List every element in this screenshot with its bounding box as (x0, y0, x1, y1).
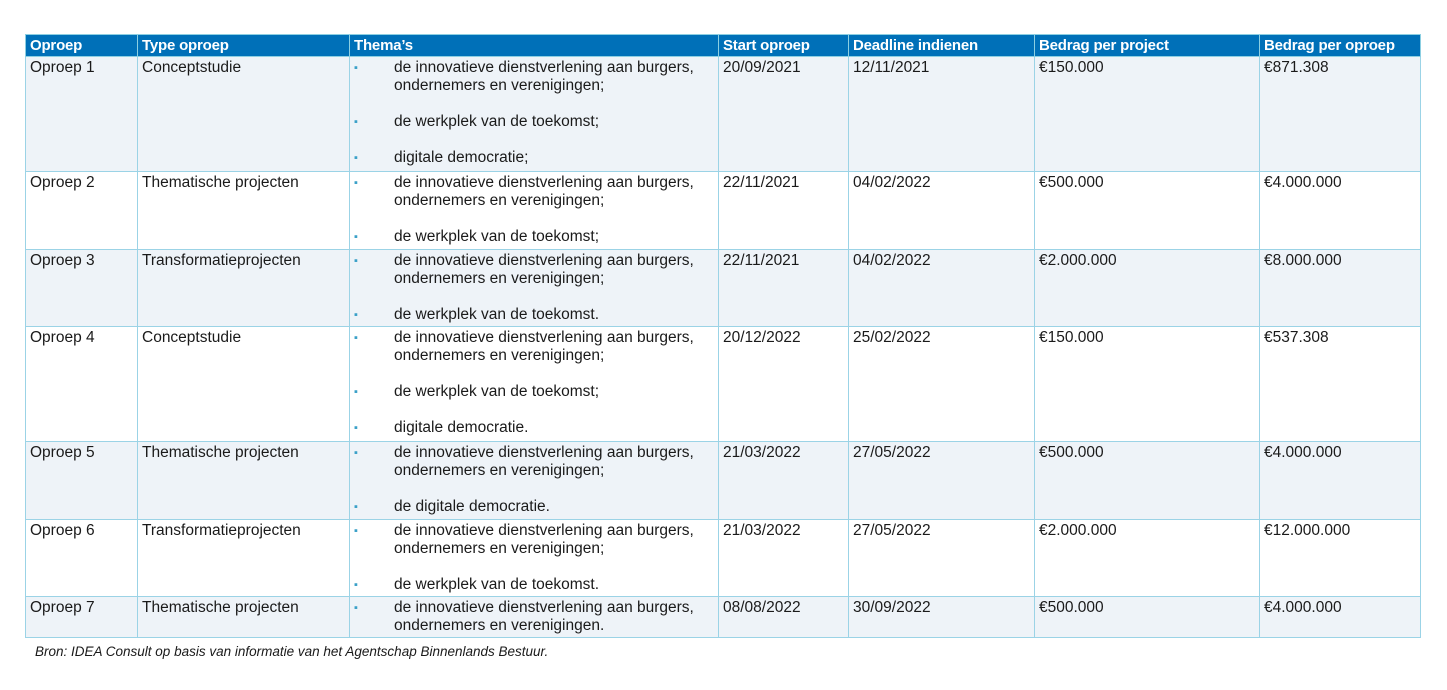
cell-call: Oproep 4 (26, 327, 138, 442)
cell-amount-per-project: €150.000 (1035, 57, 1260, 172)
cell-deadline: 04/02/2022 (849, 250, 1035, 327)
theme-text: de innovatieve dienstverlening aan burgers, ondernemers en verenigingen; (394, 174, 694, 209)
cell-type: Thematische projecten (138, 597, 350, 638)
bullet-icon: ▪ (354, 152, 358, 164)
cell-amount-per-project: €150.000 (1035, 327, 1260, 442)
theme-item (350, 444, 714, 480)
cell-amount-per-project: €500.000 (1035, 442, 1260, 520)
theme-item (350, 498, 714, 516)
themes-list (350, 522, 714, 594)
theme-item (350, 59, 714, 95)
theme-spacer (350, 401, 714, 419)
theme-text: digitale democratie; (394, 149, 529, 166)
theme-text: de innovatieve dienstverlening aan burgers, ondernemers en verenigingen; (394, 522, 694, 557)
cell-amount-per-project: €2.000.000 (1035, 250, 1260, 327)
cell-amount-per-call: €4.000.000 (1260, 172, 1421, 250)
calls-table (25, 34, 1421, 638)
themes-list (350, 444, 714, 516)
cell-start: 08/08/2022 (719, 597, 849, 638)
cell-amount-per-project: €500.000 (1035, 597, 1260, 638)
theme-text: de innovatieve dienstverlening aan burgers, ondernemers en verenigingen. (394, 599, 694, 634)
theme-item (350, 576, 714, 594)
bullet-icon: ▪ (354, 422, 358, 434)
cell-amount-per-call: €4.000.000 (1260, 442, 1421, 520)
cell-deadline: 30/09/2022 (849, 597, 1035, 638)
theme-item (350, 149, 714, 167)
bullet-icon: ▪ (354, 332, 358, 344)
cell-themes (350, 57, 719, 172)
cell-start: 22/11/2021 (719, 250, 849, 327)
theme-item (350, 252, 714, 288)
cell-call: Oproep 3 (26, 250, 138, 327)
cell-amount-per-call: €537.308 (1260, 327, 1421, 442)
bullet-icon: ▪ (354, 447, 358, 459)
cell-type: Transformatieprojecten (138, 520, 350, 597)
table-row (26, 57, 1421, 172)
cell-themes (350, 520, 719, 597)
cell-type: Transformatieprojecten (138, 250, 350, 327)
theme-item (350, 113, 714, 131)
table-row (26, 327, 1421, 442)
cell-themes (350, 327, 719, 442)
table-row (26, 597, 1421, 638)
bullet-icon: ▪ (354, 231, 358, 243)
cell-start: 21/03/2022 (719, 520, 849, 597)
bullet-icon: ▪ (354, 255, 358, 267)
table-row (26, 250, 1421, 327)
theme-item (350, 306, 714, 324)
theme-spacer (350, 288, 714, 306)
theme-item (350, 329, 714, 365)
theme-item (350, 174, 714, 210)
cell-call: Oproep 6 (26, 520, 138, 597)
cell-start: 21/03/2022 (719, 442, 849, 520)
bullet-icon: ▪ (354, 579, 358, 591)
cell-start: 22/11/2021 (719, 172, 849, 250)
table-body (26, 57, 1421, 638)
header-amount-per-call: Bedrag per oproep (1260, 35, 1421, 57)
header-deadline: Deadline indienen (849, 35, 1035, 57)
theme-text: de innovatieve dienstverlening aan burgers, ondernemers en verenigingen; (394, 329, 694, 364)
themes-list (350, 174, 714, 246)
cell-deadline: 27/05/2022 (849, 442, 1035, 520)
bullet-icon: ▪ (354, 309, 358, 321)
theme-text: de werkplek van de toekomst; (394, 113, 600, 130)
theme-spacer (350, 95, 714, 113)
cell-amount-per-call: €4.000.000 (1260, 597, 1421, 638)
cell-start: 20/12/2022 (719, 327, 849, 442)
bullet-icon: ▪ (354, 602, 358, 614)
cell-amount-per-call: €12.000.000 (1260, 520, 1421, 597)
themes-list (350, 59, 714, 167)
cell-amount-per-project: €2.000.000 (1035, 520, 1260, 597)
cell-amount-per-call: €871.308 (1260, 57, 1421, 172)
cell-deadline: 25/02/2022 (849, 327, 1035, 442)
theme-text: de innovatieve dienstverlening aan burgers, ondernemers en verenigingen; (394, 444, 694, 479)
theme-spacer (350, 210, 714, 228)
theme-spacer (350, 131, 714, 149)
table-row (26, 520, 1421, 597)
cell-call: Oproep 1 (26, 57, 138, 172)
bullet-icon: ▪ (354, 525, 358, 537)
theme-text: de werkplek van de toekomst. (394, 576, 600, 593)
table-header-row (26, 35, 1421, 57)
bullet-icon: ▪ (354, 501, 358, 513)
table-row (26, 172, 1421, 250)
theme-spacer (350, 480, 714, 498)
cell-amount-per-project: €500.000 (1035, 172, 1260, 250)
theme-text: de werkplek van de toekomst; (394, 228, 600, 245)
cell-call: Oproep 7 (26, 597, 138, 638)
cell-type: Conceptstudie (138, 327, 350, 442)
bullet-icon: ▪ (354, 62, 358, 74)
cell-deadline: 12/11/2021 (849, 57, 1035, 172)
cell-themes (350, 172, 719, 250)
cell-call: Oproep 2 (26, 172, 138, 250)
theme-text: de innovatieve dienstverlening aan burgers, ondernemers en verenigingen; (394, 59, 694, 94)
theme-item (350, 522, 714, 558)
cell-themes (350, 250, 719, 327)
theme-text: de werkplek van de toekomst; (394, 383, 600, 400)
theme-item (350, 599, 714, 635)
cell-amount-per-call: €8.000.000 (1260, 250, 1421, 327)
table-row (26, 442, 1421, 520)
cell-deadline: 27/05/2022 (849, 520, 1035, 597)
bullet-icon: ▪ (354, 386, 358, 398)
bullet-icon: ▪ (354, 177, 358, 189)
theme-item (350, 419, 714, 437)
theme-text: de innovatieve dienstverlening aan burgers, ondernemers en verenigingen; (394, 252, 694, 287)
cell-type: Conceptstudie (138, 57, 350, 172)
header-call: Oproep (26, 35, 138, 57)
theme-text: digitale democratie. (394, 419, 529, 436)
theme-item (350, 383, 714, 401)
theme-text: de digitale democratie. (394, 498, 550, 515)
source-note: Bron: IDEA Consult op basis van informatie van het Agentschap Binnenlands Bestuur. (35, 644, 549, 659)
themes-list (350, 599, 714, 635)
cell-themes (350, 597, 719, 638)
theme-text: de werkplek van de toekomst. (394, 306, 600, 323)
bullet-icon: ▪ (354, 116, 358, 128)
theme-spacer (350, 558, 714, 576)
theme-spacer (350, 365, 714, 383)
cell-start: 20/09/2021 (719, 57, 849, 172)
header-themes: Thema’s (350, 35, 719, 57)
header-amount-per-project: Bedrag per project (1035, 35, 1260, 57)
cell-deadline: 04/02/2022 (849, 172, 1035, 250)
themes-list (350, 252, 714, 324)
cell-themes (350, 442, 719, 520)
themes-list (350, 329, 714, 437)
cell-call: Oproep 5 (26, 442, 138, 520)
cell-type: Thematische projecten (138, 442, 350, 520)
cell-type: Thematische projecten (138, 172, 350, 250)
header-start: Start oproep (719, 35, 849, 57)
theme-item (350, 228, 714, 246)
header-type: Type oproep (138, 35, 350, 57)
